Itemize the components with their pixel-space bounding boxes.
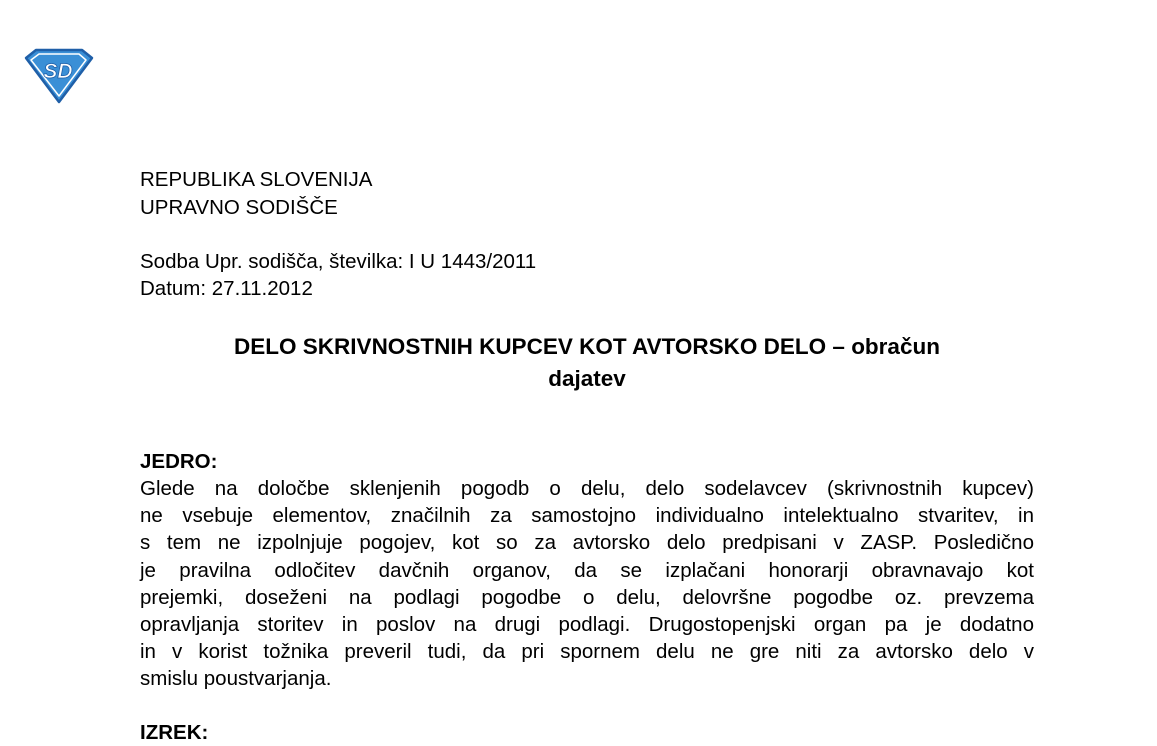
jedro-heading: JEDRO: <box>140 450 218 473</box>
case-info <box>140 248 536 302</box>
jedro-line: Glede na določbe sklenjenih pogodb o delu, delo sodelavcev (skrivnostnih kupcev) <box>140 477 1034 500</box>
izrek-heading: IZREK: <box>140 721 209 744</box>
header-country: REPUBLIKA SLOVENIJA <box>140 168 373 191</box>
document-title <box>140 331 1034 395</box>
jedro-line: in v korist tožnika preveril tudi, da pri spornem delu ne gre niti za avtorsko delo v <box>140 640 1034 664</box>
jedro-line: prejemki, doseženi na podlagi pogodbe o delu, delovršne pogodbe oz. prevzema <box>140 585 1034 609</box>
case-date: Datum: 27.11.2012 <box>140 277 313 300</box>
jedro-line: ne vsebuje elementov, značilnih za samostojno individualno intelektualno stvaritev, in <box>140 504 1034 528</box>
title-line-2: dajatev <box>548 366 626 391</box>
title-line-1: DELO SKRIVNOSTNIH KUPCEV KOT AVTORSKO DELO – obračun <box>234 334 940 359</box>
sd-logo-letters: SD <box>43 60 73 83</box>
jedro-line: s tem ne izpolnjuje pogojev, kot so za avtorsko delo predpisani v ZASP. Posledično <box>140 531 1034 555</box>
jedro-paragraph <box>140 475 1034 693</box>
jedro-line: je pravilna odločitev davčnih organov, da se izplačani honorarji obravnavajo kot <box>140 558 1034 582</box>
jedro-line: opravljanja storitev in poslov na drugi podlagi. Drugostopenjski organ pa je dodatno <box>140 613 1034 637</box>
jedro-line: smislu poustvarjanja. <box>140 667 332 691</box>
sd-logo-icon <box>22 48 96 106</box>
court-header <box>140 166 372 222</box>
case-number: Sodba Upr. sodišča, številka: I U 1443/2011 <box>140 250 537 273</box>
header-court: UPRAVNO SODIŠČE <box>140 196 338 219</box>
